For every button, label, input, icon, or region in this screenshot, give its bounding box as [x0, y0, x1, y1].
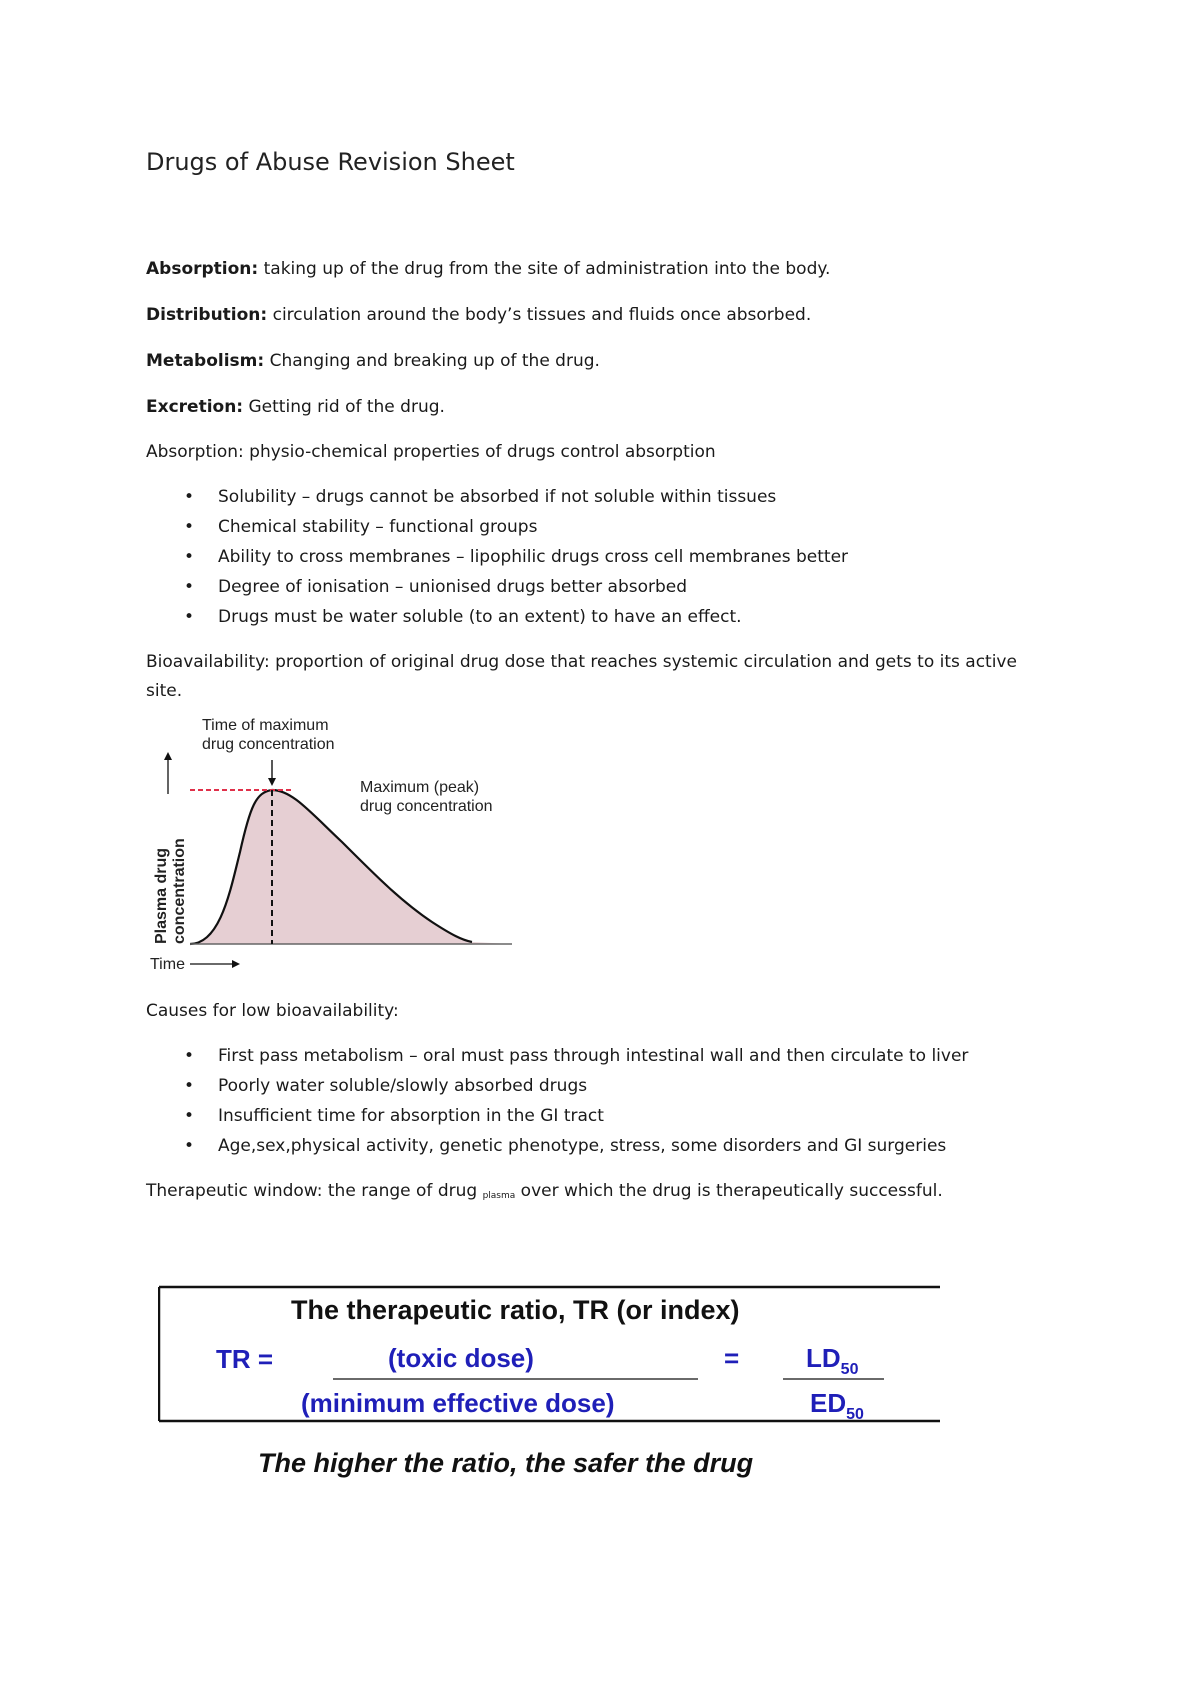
definition-text: taking up of the drug from the site of administration into the body.: [258, 259, 831, 279]
bullet-icon: •: [184, 1076, 195, 1096]
term: Metabolism:: [146, 351, 265, 371]
bullet-icon: •: [184, 487, 195, 507]
term: Excretion:: [146, 397, 244, 417]
tr-heading: The therapeutic ratio, TR (or index): [291, 1295, 740, 1325]
tr-equals: =: [724, 1343, 740, 1373]
definition-text: Changing and breaking up of the drug.: [264, 351, 600, 371]
therapeutic-window-definition: [146, 1180, 1026, 1205]
low-bioavailability-list: [146, 1045, 968, 1165]
list-item: [146, 1105, 968, 1135]
bullet-icon: •: [184, 547, 195, 567]
list-item: [146, 606, 848, 636]
list-item: [146, 1075, 968, 1105]
y-axis-label-line2: concentration: [171, 838, 188, 944]
list-item: [146, 486, 848, 516]
list-item-text: Chemical stability – functional groups: [218, 517, 538, 537]
ld-label: $LD_{50}$: [806, 1343, 859, 1378]
bullet-icon: •: [184, 1046, 195, 1066]
bioavailability-definition: Bioavailability: proportion of original drug dose that reaches systemic circulation and gets to its active site.: [146, 652, 1017, 701]
list-item-text: Solubility – drugs cannot be absorbed if not soluble within tissues: [218, 487, 777, 507]
x-arrow-head-icon: [232, 960, 240, 968]
label-time-max-line1: Time of maximum: [202, 717, 329, 734]
list-item-text: Drugs must be water soluble (to an extent) to have an effect.: [218, 607, 742, 627]
tr-denominator: (minimum effective dose): [301, 1388, 615, 1418]
plasma-concentration-graph: [142, 712, 522, 977]
list-item: [146, 1045, 968, 1075]
tr-lhs: TR =: [216, 1344, 274, 1374]
absorption-intro: Absorption: physio-chemical properties of drugs control absorption: [146, 442, 716, 462]
list-item-text: Age,sex,physical activity, genetic phenotype, stress, some disorders and GI surgeries: [218, 1136, 947, 1156]
list-item: [146, 516, 848, 546]
definition-distribution: [146, 304, 1026, 326]
bullet-icon: •: [184, 1136, 195, 1156]
plasma-subscript: plasma: [482, 1191, 516, 1201]
term: Absorption:: [146, 259, 259, 279]
label-peak-line2: drug concentration: [360, 798, 493, 815]
list-item: [146, 1135, 968, 1165]
definition-absorption: [146, 258, 1026, 280]
bullet-icon: •: [184, 517, 195, 537]
list-item-text: Degree of ionisation – unionised drugs better absorbed: [218, 577, 688, 597]
label-peak-line1: Maximum (peak): [360, 779, 480, 796]
y-axis-label-line1: Plasma drug: [153, 847, 170, 944]
absorption-bullet-list: [146, 486, 848, 636]
term: Distribution:: [146, 305, 268, 325]
bullet-icon: •: [184, 607, 195, 627]
bullet-icon: •: [184, 577, 195, 597]
definition-excretion: [146, 396, 1026, 418]
list-item-text: First pass metabolism – oral must pass through intestinal wall and then circulate to liver: [218, 1046, 969, 1066]
list-item-text: Poorly water soluble/slowly absorbed drugs: [218, 1076, 588, 1096]
label-time-max-line2: drug concentration: [202, 736, 335, 753]
tagline: The higher the ratio, the safer the drug: [258, 1448, 754, 1478]
ed-label: $ED_{50}$: [810, 1388, 864, 1423]
list-item: [146, 576, 848, 606]
bullet-icon: •: [184, 1106, 195, 1126]
arrow-head-icon: [268, 778, 276, 786]
list-item: [146, 546, 848, 576]
definition-text: Getting rid of the drug.: [243, 397, 445, 417]
y-arrow-head-icon: [164, 752, 172, 760]
list-item-text: Ability to cross membranes – lipophilic drugs cross cell membranes better: [218, 547, 849, 567]
therapeutic-ratio-box: [158, 1285, 948, 1425]
x-axis-label: Time: [150, 956, 185, 973]
tr-numerator: (toxic dose): [388, 1343, 534, 1373]
therapeutic-window-text: Therapeutic window: the range of drug: [146, 1181, 483, 1201]
definition-text: circulation around the body’s tissues and fluids once absorbed.: [267, 305, 812, 325]
list-item-text: Insufficient time for absorption in the GI tract: [218, 1106, 604, 1126]
therapeutic-window-text-end: over which the drug is therapeutically successful.: [515, 1181, 943, 1201]
definition-metabolism: [146, 350, 1026, 372]
page-title: Drugs of Abuse Revision Sheet: [146, 148, 515, 176]
low-bioavailability-heading: Causes for low bioavailability:: [146, 1001, 399, 1021]
